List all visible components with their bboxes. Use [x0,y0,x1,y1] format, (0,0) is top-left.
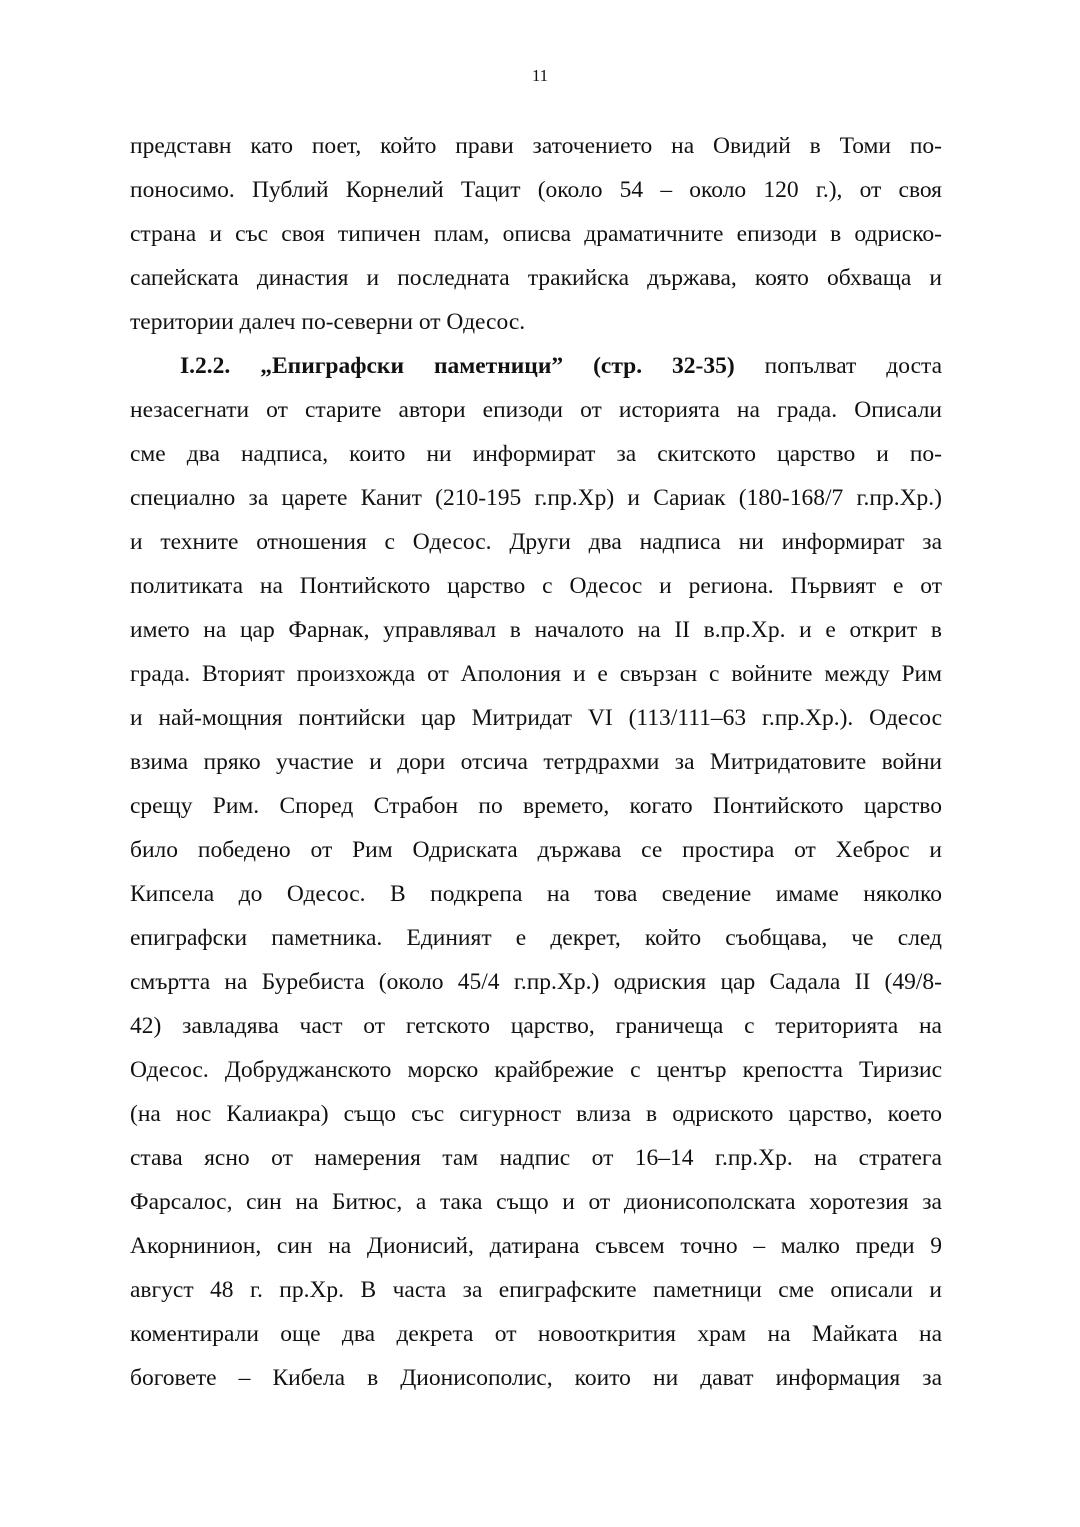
text-line: града. Вторият произхожда от Аполония и е свързан с войните между Рим [130,661,942,687]
text-line: смъртта на Буребиста (около 45/4 г.пр.Хр.) одриския цар Садала II (49/8- [130,969,942,995]
text-line: Кипсела до Одесос. В подкрепа на това сведение имаме няколко [130,881,942,907]
text-line: сме два надписа, които ни информират за скитското царство и по- [130,441,942,467]
text-line: поносимо. Публий Корнелий Тацит (около 54 – около 120 г.), от своя [130,177,942,203]
text-line: политиката на Понтийското царство с Одесос и региона. Първият е от [130,573,942,599]
text-line: представн като поет, който прави заточението на Овидий в Томи по- [130,133,942,159]
text-line: взима пряко участие и дори отсича тетрдрахми за Митридатовите войни [130,749,942,775]
text-line: специално за царете Канит (210-195 г.пр.Хр) и Сариак (180-168/7 г.пр.Хр.) [130,485,942,511]
text-line: коментирали още два декрета от новооткрития храм на Майката на [130,1321,942,1347]
section-heading: I.2.2. „Епиграфски паметници” (стр. 32-35) [180,353,735,379]
text-line: боговете – Кибела в Дионисополис, които ни дават информация за [130,1365,942,1391]
text-line: 42) завладява част от гетското царство, граничеща с територията на [130,1013,942,1039]
section-heading-line [130,344,942,388]
text-line: и най-мощния понтийски цар Митридат VI (113/111–63 г.пр.Хр.). Одесос [130,705,942,731]
text-line: било победено от Рим Одриската държава се простира от Хеброс и [130,837,942,863]
paragraph-2 [130,344,942,1400]
text-line: територии далеч по-северни от Одесос. [130,309,526,335]
text-line: Фарсалос, син на Битюс, а така също и от дионисополската хоротезия за [130,1189,942,1215]
text-line: Акорнинион, син на Дионисий, датирана съвсем точно – малко преди 9 [130,1233,942,1259]
text-line: Одесос. Добруджанското морско крайбрежие с център крепостта Тиризис [130,1057,942,1083]
text-line: срещу Рим. Според Страбон по времето, когато Понтийското царство [130,793,942,819]
text-line: незасегнати от старите автори епизоди от историята на града. Описали [130,397,942,423]
page-number: 11 [531,66,549,85]
text-line: сапейската династия и последната тракийска държава, която обхваща и [130,265,942,291]
section-heading-continuation: попълват доста [734,353,942,379]
text-line: името на цар Фарнак, управлявал в началото на II в.пр.Хр. и е открит в [130,617,942,643]
paragraph-1 [130,124,942,344]
text-line: епиграфски паметника. Единият е декрет, който съобщава, че след [130,925,942,951]
text-line: и техните отношения с Одесос. Други два надписа ни информират за [130,529,942,555]
text-line: август 48 г. пр.Хр. В часта за епиграфските паметници сме описали и [130,1277,942,1303]
text-line: става ясно от намерения там надпис от 16–14 г.пр.Хр. на стратега [130,1145,942,1171]
document-body [130,124,942,1400]
text-line: страна и със своя типичен плам, описва драматичните епизоди в одриско- [130,221,942,247]
text-line: (на нос Калиакра) също със сигурност влиза в одриското царство, което [130,1101,942,1127]
